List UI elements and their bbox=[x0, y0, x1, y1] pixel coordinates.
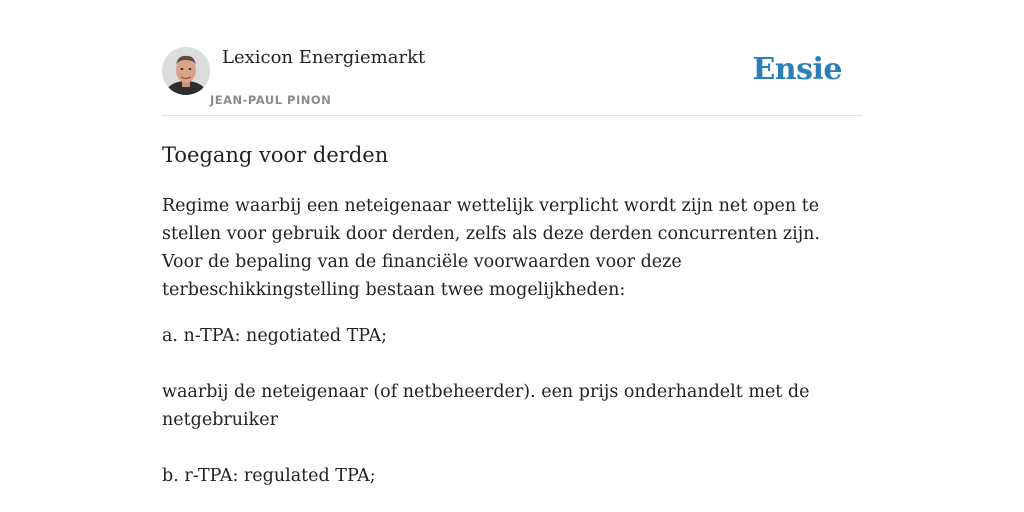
brand-logo[interactable]: Ensie bbox=[752, 52, 842, 87]
author-avatar[interactable] bbox=[162, 47, 210, 95]
avatar-photo-icon bbox=[162, 47, 210, 95]
list-item: b. r-TPA: regulated TPA; bbox=[162, 466, 376, 486]
header bbox=[162, 46, 862, 116]
definition-list bbox=[162, 322, 862, 490]
entry-content bbox=[162, 140, 862, 512]
list-item: waarbij de neteigenaar (of netbeheerder). een prijs onderhandelt met de netgebruiker bbox=[162, 382, 810, 430]
author-name[interactable]: JEAN-PAUL PINON bbox=[210, 93, 332, 107]
entry-title: Toegang voor derden bbox=[162, 143, 389, 167]
entry-definition: Regime waarbij een neteigenaar wettelijk verplicht wordt zijn net open te stellen voor gebruik door derden, zelfs als deze derden concurrenten zijn. Voor de bepaling van de financiële voorwaarden voor deze terbeschikkingstelling bestaan twee mogelijkheden: bbox=[162, 196, 821, 300]
lexicon-title[interactable]: Lexicon Energiemarkt bbox=[222, 47, 426, 68]
list-item: a. n-TPA: negotiated TPA; bbox=[162, 326, 388, 346]
